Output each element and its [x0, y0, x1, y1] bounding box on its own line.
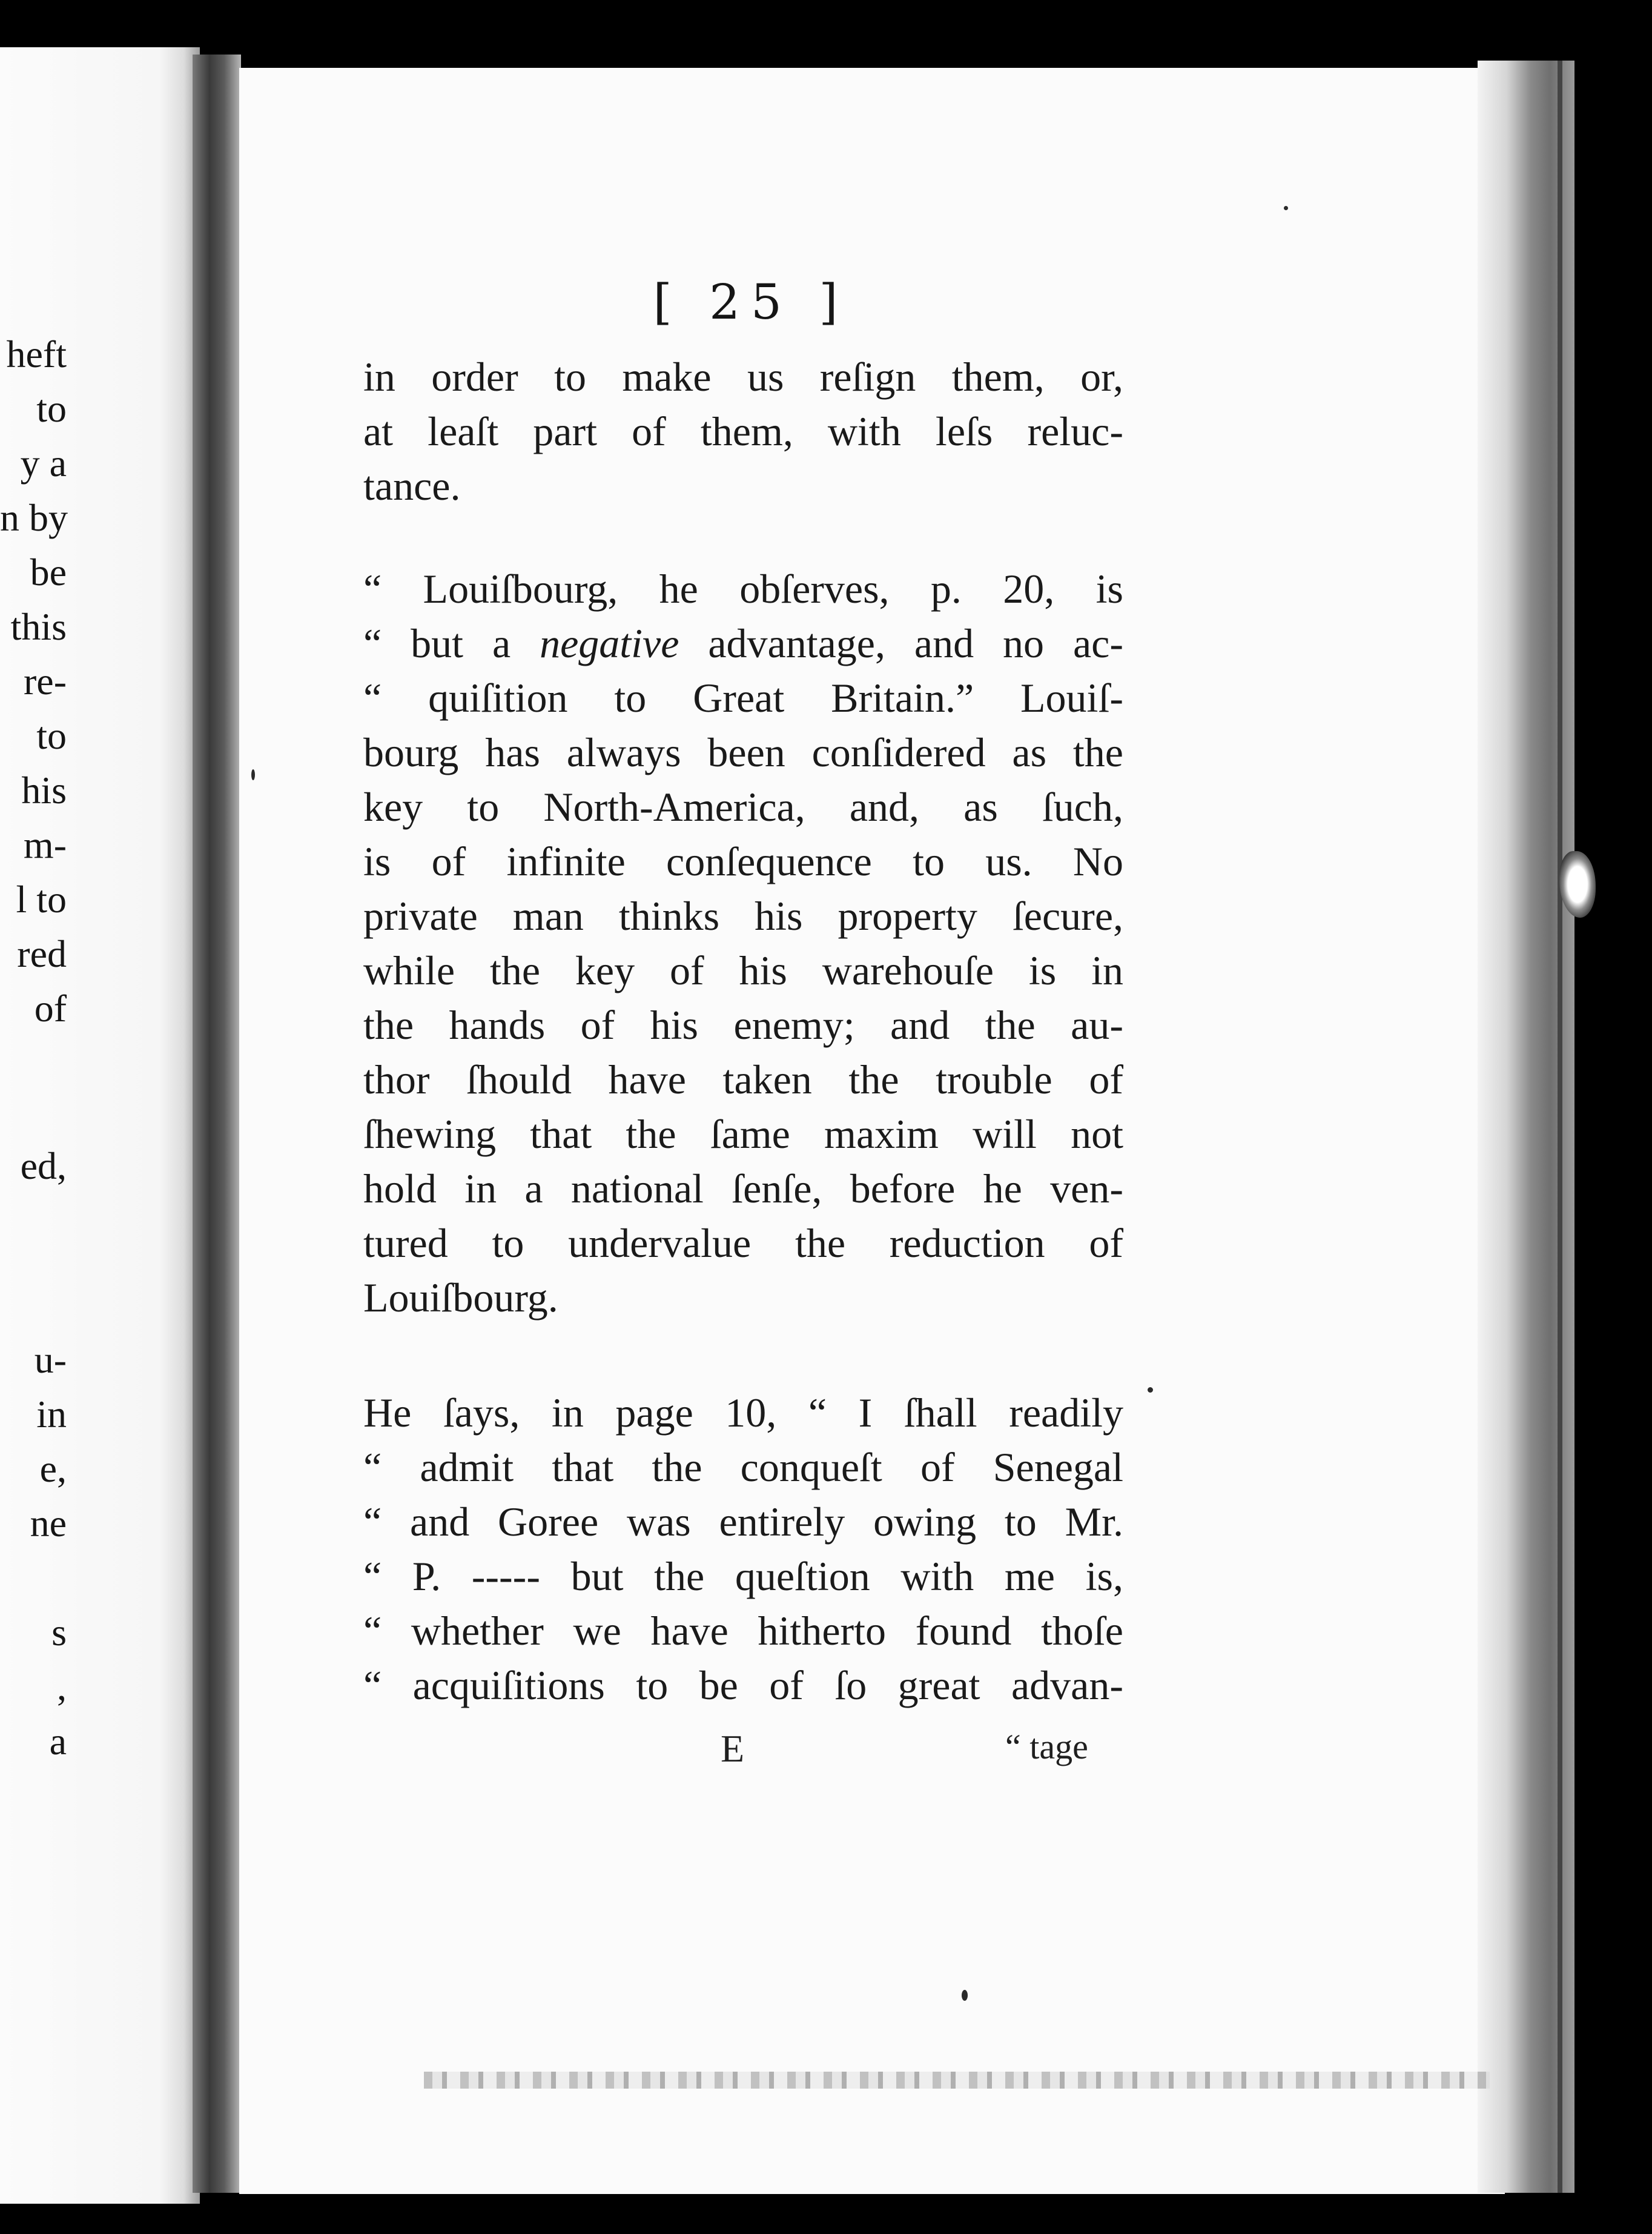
left-page-fragment: n by — [0, 496, 68, 539]
text-line: hold in a national ſenſe, before he ven- — [363, 1165, 1123, 1211]
text-line: the hands of his enemy; and the au- — [363, 1002, 1123, 1048]
left-page-fragment: to — [36, 387, 67, 430]
left-page-fragment: re- — [23, 660, 67, 703]
text-line: “ acquiſitions to be of ſo great advan- — [363, 1662, 1123, 1708]
text-line: He ſays, in page 10, “ I ſhall readily — [363, 1390, 1123, 1436]
text-line: “ Louiſbourg, he obſerves, p. 20, is — [363, 566, 1123, 612]
left-page-fragment: s — [51, 1611, 67, 1654]
catchword: “ tage — [1005, 1727, 1088, 1766]
left-page-fragment: ne — [30, 1502, 67, 1545]
left-page-fragment: in — [36, 1393, 67, 1436]
ink-speck — [1284, 206, 1288, 210]
text-line: at leaſt part of them, with leſs reluc- — [363, 408, 1123, 454]
left-page-fragment: this — [10, 605, 67, 648]
previous-page-edge — [0, 47, 200, 2204]
signature-mark: E — [721, 1727, 745, 1770]
text-line: key to North-America, and, as ſuch, — [363, 784, 1123, 830]
text-line: is of infinite conſequence to us. No — [363, 838, 1123, 884]
text-line: private man thinks his property ſecure, — [363, 893, 1123, 939]
text-line: ſhewing that the ſame maxim will not — [363, 1111, 1123, 1157]
text-line: bourg has always been conſidered as the — [363, 729, 1123, 775]
italic-word: negative — [540, 620, 679, 666]
text-line: “ P. ----- but the queſtion with me is, — [363, 1553, 1123, 1599]
bottom-edge-stain — [424, 2072, 1490, 2089]
ink-speck — [962, 1990, 968, 2001]
text-line: Louiſbourg. — [363, 1274, 558, 1321]
left-page-fragment: red — [17, 932, 67, 975]
text-line: “ whether we have hitherto found thoſe — [363, 1608, 1123, 1654]
left-page-fragment: of — [34, 987, 67, 1030]
left-page-fragment: to — [36, 714, 67, 757]
left-page-fragment: his — [21, 769, 67, 812]
text-line: in order to make us reſign them, or, — [363, 354, 1123, 400]
ink-speck — [251, 769, 255, 780]
left-page-fragment: , — [57, 1665, 67, 1708]
left-page-fragment: l to — [16, 878, 67, 921]
left-page-fragment: ed, — [20, 1144, 67, 1187]
page-fore-edge — [1478, 61, 1574, 2193]
left-page-fragment: m- — [23, 823, 67, 866]
text-line: tured to undervalue the reduction of — [363, 1220, 1123, 1266]
left-page-fragment: u- — [34, 1338, 67, 1381]
text-line: “ quiſition to Great Britain.” Louiſ- — [363, 675, 1123, 721]
ink-speck — [1148, 1387, 1153, 1393]
text-line-with-italic — [363, 620, 1123, 666]
text-line: thor ſhould have taken the trouble of — [363, 1056, 1123, 1102]
left-page-fragment: e, — [39, 1447, 67, 1490]
left-page-fragment: heft — [6, 333, 67, 376]
text-segment: advantage, and no ac- — [679, 620, 1123, 666]
text-line: while the key of his warehouſe is in — [363, 947, 1123, 993]
left-page-fragment: be — [30, 551, 67, 594]
left-page-fragment: a — [49, 1720, 67, 1763]
left-page-fragment: y a — [20, 442, 67, 485]
text-segment: “ but a — [363, 620, 540, 666]
book-gutter-shadow — [193, 55, 241, 2193]
text-line: “ and Goree was entirely owing to Mr. — [363, 1499, 1123, 1545]
text-line: tance. — [363, 463, 461, 509]
page-number: [ 25 ] — [653, 274, 849, 330]
text-line: “ admit that the conqueſt of Senegal — [363, 1444, 1123, 1490]
